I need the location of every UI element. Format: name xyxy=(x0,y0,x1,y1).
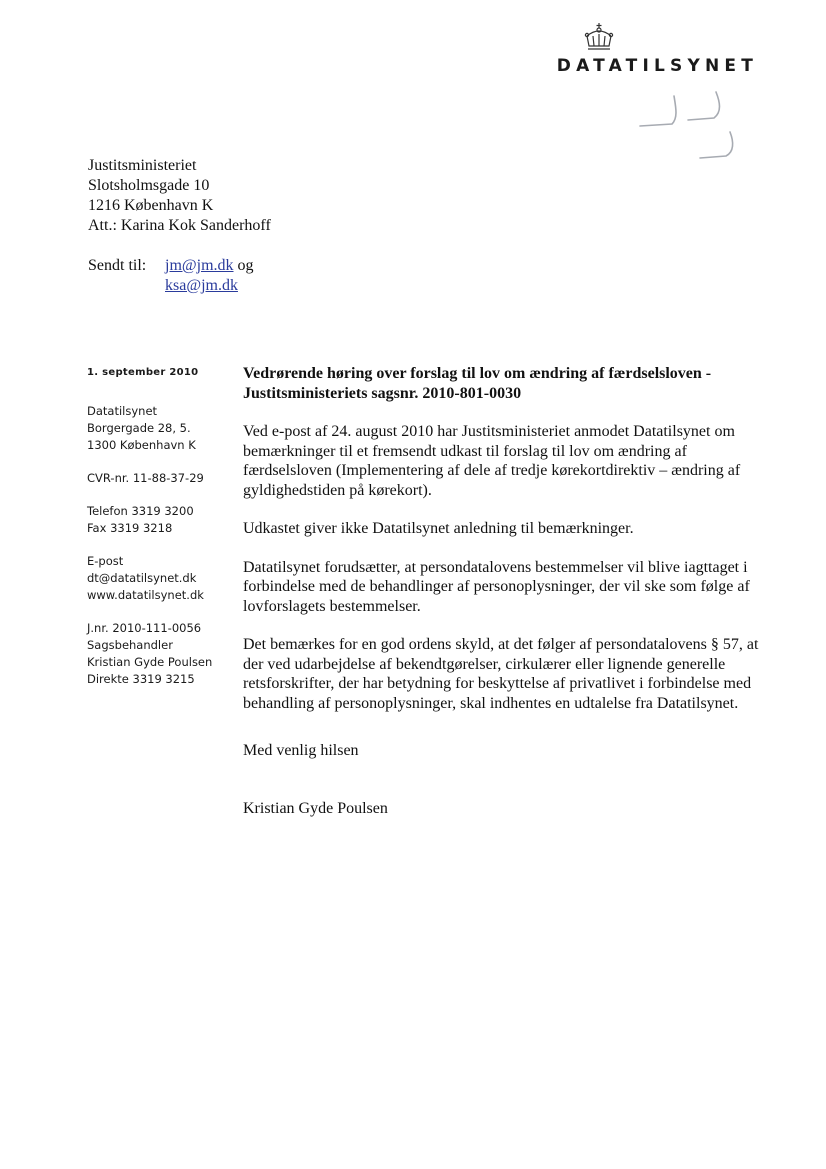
web-block xyxy=(87,553,237,604)
conjunction: og xyxy=(237,257,254,274)
handwritten-mark xyxy=(636,88,746,168)
recipient-line: 1216 København K xyxy=(88,197,214,214)
case-block xyxy=(87,620,237,688)
sender-website: www.datatilsynet.dk xyxy=(87,588,204,602)
recipient-line: Slotsholmsgade 10 xyxy=(88,177,210,194)
cvr-block xyxy=(87,470,237,487)
phone-block xyxy=(87,503,237,537)
body-paragraph: Ved e-post af 24. august 2010 har Justitsministeriet anmodet Datatilsynet om bemærkninger til et fremsendt udkast til forslag til lov om ændring af færdselsloven (Implementering af dele af tredje kørekortdirektiv – ændring af gyldighedstiden på kørekort). xyxy=(243,423,741,499)
crown-icon xyxy=(582,22,616,52)
body-paragraph: Datatilsynet forudsætter, at persondatalovens bestemmelser vil blive iagttaget i forbindelse med de behandlinger af personoplysninger, der vil ske som følge af lovforslagets bestemmelser. xyxy=(243,558,750,615)
email-label: E-post xyxy=(87,554,124,568)
organization-name: DATATILSYNET xyxy=(556,56,758,76)
recipient-address xyxy=(88,156,271,236)
sender-email: dt@datatilsynet.dk xyxy=(87,571,197,585)
email-link-jm[interactable]: jm@jm.dk xyxy=(165,257,234,274)
phone-line: Telefon 3319 3200 xyxy=(87,504,194,518)
body-paragraph: Udkastet giver ikke Datatilsynet anledning til bemærkninger. xyxy=(243,520,634,537)
letter-subject: Vedrørende høring over forslag til lov om ændring af færdselsloven - Justitsministeriets sagsnr. 2010-801-0030 xyxy=(243,365,712,402)
address-line: Datatilsynet xyxy=(87,404,158,418)
body-paragraph: Det bemærkes for en god ordens skyld, at det følger af persondatalovens § 57, at der ved udarbejdelse af bekendtgørelser, cirkulærer eller lignende generelle retsforskrifter, der har betydning for beskyttelse af privatlivet i forbindelse med behandling af personoplysninger, skal indhentes en udtalelse fra Datatilsynet. xyxy=(243,636,759,712)
letterhead-logo xyxy=(528,22,758,76)
recipient-line: Att.: Karina Kok Sanderhoff xyxy=(88,217,271,234)
letter-body xyxy=(243,364,773,837)
sender-address xyxy=(87,403,237,454)
address-line: 1300 København K xyxy=(87,438,196,452)
sender-sidebar xyxy=(87,364,237,704)
fax-line: Fax 3319 3218 xyxy=(87,521,173,535)
case-handler-name: Kristian Gyde Poulsen xyxy=(87,655,213,669)
case-number: J.nr. 2010-111-0056 xyxy=(87,621,202,635)
email-link-ksa[interactable]: ksa@jm.dk xyxy=(165,277,238,294)
closing-salutation: Med venlig hilsen xyxy=(243,742,359,759)
signer-name: Kristian Gyde Poulsen xyxy=(243,799,388,817)
letter-date: 1. september 2010 xyxy=(87,367,199,378)
recipient-line: Justitsministeriet xyxy=(88,157,197,174)
cvr-number: CVR-nr. 11-88-37-29 xyxy=(87,471,204,485)
sent-to-label: Sendt til: xyxy=(88,257,147,274)
case-handler-label: Sagsbehandler xyxy=(87,638,173,652)
direct-phone: Direkte 3319 3215 xyxy=(87,672,195,686)
address-line: Borgergade 28, 5. xyxy=(87,421,191,435)
